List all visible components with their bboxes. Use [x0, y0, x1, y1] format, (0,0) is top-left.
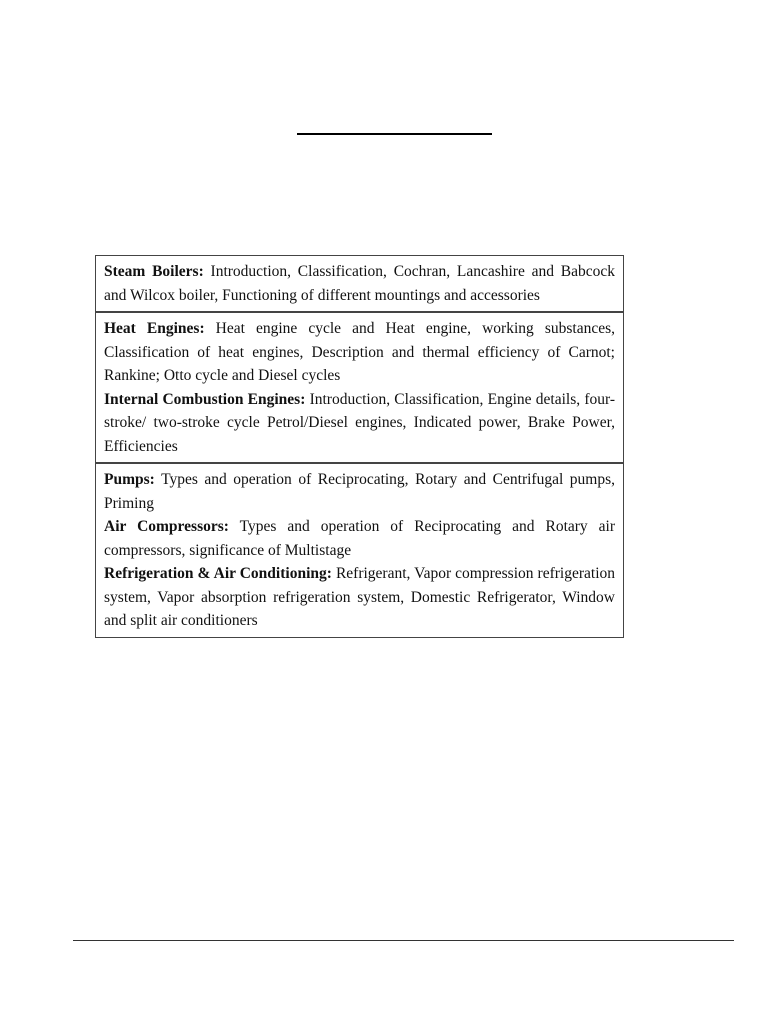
topic-steam-boilers — [104, 260, 615, 307]
topic-description: Types and operation of Reciprocating, Rotary and Centrifugal pumps, Priming — [104, 471, 615, 512]
topic-heading: Internal Combustion Engines: — [104, 390, 306, 408]
topic-description: Introduction, Classification, Cochran, Lancashire and Babcock and Wilcox boiler, Functioning of different mountings and accessories — [104, 263, 615, 304]
topic-internal-combustion-engines — [104, 388, 615, 459]
title-underline — [297, 133, 492, 135]
topic-heading: Steam Boilers: — [104, 263, 204, 280]
topic-heading: Air Compressors: — [104, 518, 229, 535]
table-row-engines — [96, 311, 623, 462]
topic-refrigeration-air-conditioning — [104, 562, 615, 633]
topic-description: Introduction, Classification, Engine details, four-stroke/ two-stroke cycle Petrol/Diesel engines, Indicated power, Brake Power, Efficiencies — [104, 390, 615, 455]
syllabus-table — [95, 255, 624, 638]
topic-heat-engines — [104, 317, 615, 388]
topic-description: Refrigerant, Vapor compression refrigeration system, Vapor absorption refrigeration system, Domestic Refrigerator, Window and split air conditioners — [104, 565, 616, 629]
topic-heading: Pumps: — [104, 471, 155, 488]
topic-heading: Heat Engines: — [104, 320, 205, 337]
table-row-machines — [96, 462, 623, 637]
footer-rule — [73, 940, 734, 941]
topic-description: Types and operation of Reciprocating and Rotary air compressors, significance of Multistage — [104, 518, 615, 559]
topic-heading: Refrigeration & Air Conditioning: — [104, 565, 332, 582]
topic-description: Heat engine cycle and Heat engine, working substances, Classification of heat engines, Description and thermal efficiency of Carnot; Rankine; Otto cycle and Diesel cycles — [104, 320, 615, 384]
topic-pumps — [104, 468, 615, 515]
table-row-steam-boilers — [96, 256, 623, 311]
topic-air-compressors — [104, 515, 615, 562]
